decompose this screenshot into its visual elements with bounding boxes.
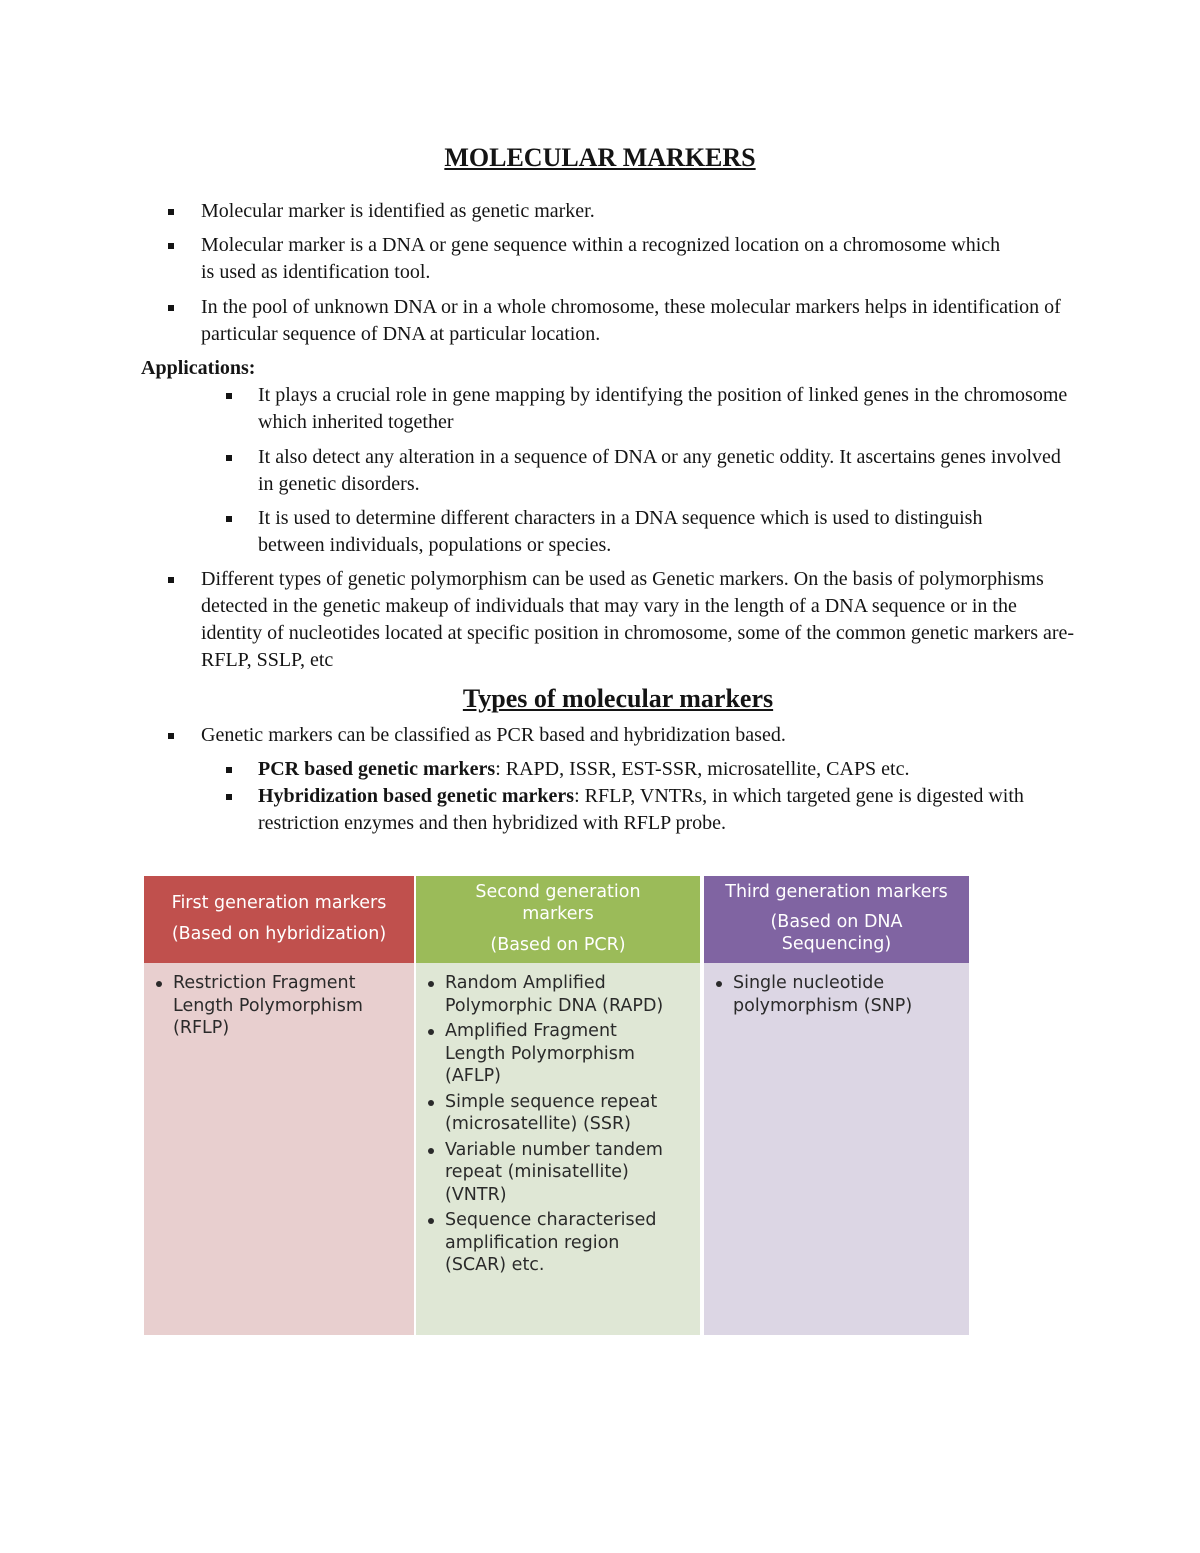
column-header [144, 876, 414, 963]
column-header-title: First generation markers [171, 893, 387, 913]
bullet-marker [168, 733, 174, 739]
list-item: Variable number tandem repeat (minisatellite)(VNTR) [416, 1139, 672, 1207]
types-text: Genetic markers can be classified as PCR based and hybridization based. [201, 724, 786, 746]
second-generation-column [416, 876, 700, 1335]
pcr-label: PCR based genetic markers [258, 758, 496, 780]
page-title: MOLECULAR MARKERS [444, 143, 756, 172]
polymorphism-bullet [201, 566, 1081, 674]
application-bullet-2 [258, 444, 1078, 498]
bullet-marker [168, 243, 174, 249]
hybridization-bullet [258, 783, 1078, 837]
column-header-title: Third generation markers [725, 882, 948, 902]
polymorphism-text: Different types of genetic polymorphism can be used as Genetic markers. On the basis of polymorphisms detected in the genetic makeup of individuals that may vary in the length of a DNA sequence or in the identity of nucleotides located at specific position in chromosome, some of the common genetic markers are- RFLP, SSLP, etc [201, 568, 1075, 671]
intro-bullet-2 [201, 232, 1001, 286]
bullet-marker [226, 516, 232, 522]
intro-bullet-text: Molecular marker is a DNA or gene sequence within a recognized location on a chromosome which is used as identification tool. [201, 234, 1001, 283]
list-item: Restriction Fragment Length Polymorphism (RFLP) [144, 972, 394, 1040]
bullet-marker [168, 209, 174, 215]
column-header [704, 876, 969, 963]
bullet-marker [168, 577, 174, 583]
application-text: It also detect any alteration in a sequence of DNA or any genetic oddity. It ascertains genes involved in genetic disorders. [258, 446, 1061, 495]
list-item: Simple sequence repeat (microsatellite) (SSR) [416, 1091, 672, 1136]
application-bullet-3 [258, 505, 1048, 559]
application-text: It is used to determine different characters in a DNA sequence which is used to distinguish between individuals, populations or species. [258, 507, 983, 556]
column-items [416, 972, 672, 1280]
marker-generations-table [144, 876, 969, 1335]
column-items [144, 972, 394, 1043]
bullet-marker [226, 455, 232, 461]
intro-bullet-3 [201, 294, 1081, 348]
hybridization-text: : RFLP, VNTRs, in which targeted gene is digested with restriction enzymes and then hybridized with RFLP probe. [258, 785, 1024, 834]
list-item: Sequence characterised amplification region (SCAR) etc. [416, 1209, 672, 1277]
types-bullet [201, 722, 1081, 749]
list-item: Single nucleotide polymorphism (SNP) [704, 972, 944, 1017]
list-item: Random Amplified Polymorphic DNA (RAPD) [416, 972, 672, 1017]
applications-heading: Applications: [141, 357, 256, 379]
column-header [416, 876, 700, 963]
column-header-basis: (Based on PCR) [490, 935, 626, 955]
intro-bullet-text: In the pool of unknown DNA or in a whole chromosome, these molecular markers helps in identification of particular sequence of DNA at particular location. [201, 296, 1061, 345]
hybridization-label: Hybridization based genetic markers [258, 785, 575, 807]
pcr-bullet [258, 756, 1078, 783]
intro-bullet-text: Molecular marker is identified as genetic marker. [201, 200, 595, 222]
bullet-marker [168, 305, 174, 311]
column-header-basis: (Based on DNA Sequencing) [770, 912, 903, 954]
bullet-marker [226, 767, 232, 773]
pcr-text: : RAPD, ISSR, EST-SSR, microsatellite, CAPS etc. [495, 758, 910, 780]
first-generation-column [144, 876, 414, 1335]
intro-bullet-1 [201, 198, 1081, 225]
column-items [704, 972, 944, 1020]
bullet-marker [226, 393, 232, 399]
column-header-basis: (Based on hybridization) [171, 924, 387, 944]
list-item: Amplified Fragment Length Polymorphism (AFLP) [416, 1020, 672, 1088]
application-text: It plays a crucial role in gene mapping by identifying the position of linked genes in the chromosome which inherited together [258, 384, 1068, 433]
bullet-marker [226, 794, 232, 800]
types-heading: Types of molecular markers [462, 684, 774, 713]
application-bullet-1 [258, 382, 1078, 436]
column-header-title: Second generation markers [475, 882, 641, 924]
third-generation-column [704, 876, 969, 1335]
